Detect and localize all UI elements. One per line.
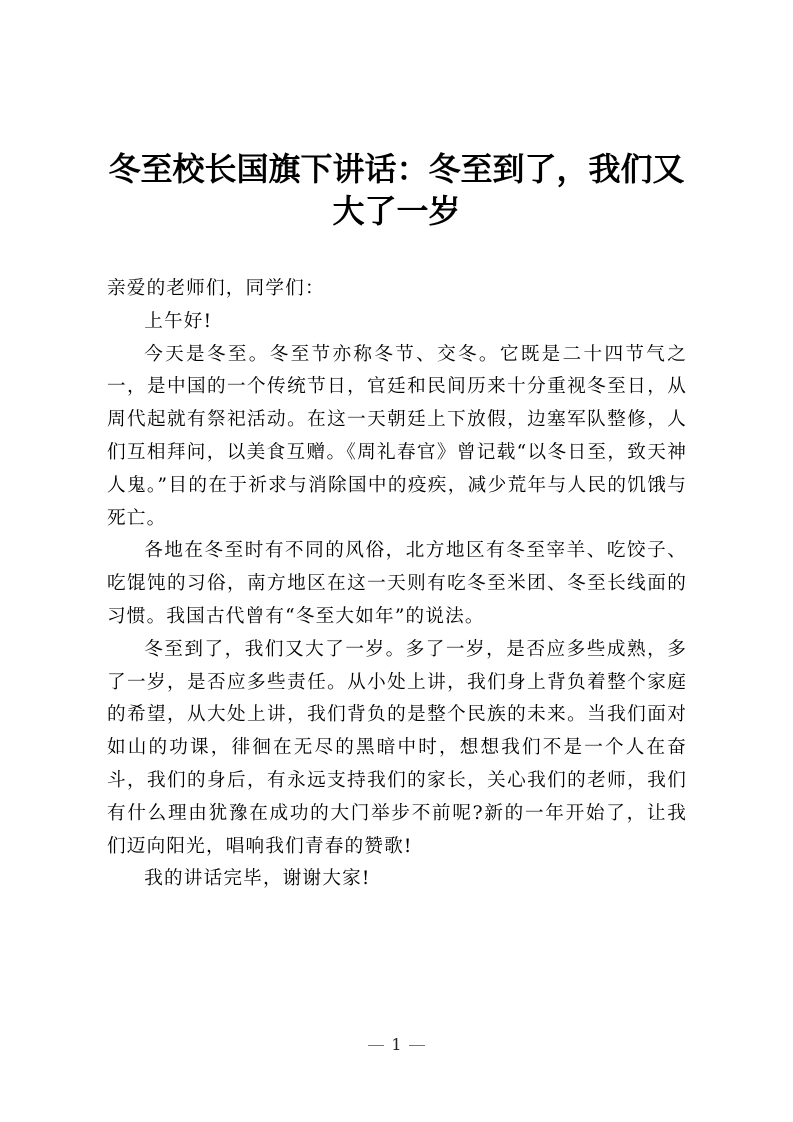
paragraph-growing-older: 冬至到了，我们又大了一岁。多了一岁，是否应多些成熟，多了一岁，是否应多些责任。从小处上讲，我们身上背负着整个家庭的希望，从大处上讲，我们背负的是整个民族的未来。当我们面对如山的功课，徘徊在无尽的黑暗中时，想想我们不是一个人在奋斗，我们的身后，有永远支持我们的家长，关心我们的老师，我们有什么理由犹豫在成功的大门举步不前呢?新的一年开始了，让我们迈向阳光，唱响我们青春的赞歌! xyxy=(107,638,687,857)
document-title xyxy=(100,148,693,232)
greeting: 上午好! xyxy=(144,310,213,332)
footer-dash-right xyxy=(409,1045,425,1046)
document-body xyxy=(107,273,687,896)
title-line-2: 大了一岁 xyxy=(332,192,461,230)
footer-dash-left xyxy=(368,1045,384,1046)
paragraph-regional-customs: 各地在冬至时有不同的风俗，北方地区有冬至宰羊、吃饺子、吃馄饨的习俗，南方地区在这一天则有吃冬至米团、冬至长线面的习惯。我国古代曾有“冬至大如年”的说法。 xyxy=(107,540,687,627)
closing-remark: 我的讲话完毕，谢谢大家! xyxy=(144,868,371,890)
page-number: 1 xyxy=(391,1035,402,1054)
paragraph-winter-solstice-history: 今天是冬至。冬至节亦称冬节、交冬。它既是二十四节气之一，是中国的一个传统节日，官廷和民间历来十分重视冬至日，从周代起就有祭祀活动。在这一天朝廷上下放假，边塞军队整修，人们互相拜问，以美食互赠。《周礼春官》曾记载“以冬日至，致天神人鬼。”目的在于祈求与消除国中的疫疾，减少荒年与人民的饥饿与死亡。 xyxy=(107,343,687,529)
salutation: 亲爱的老师们，同学们： xyxy=(107,278,325,299)
page-footer xyxy=(0,1035,793,1054)
title-line-1: 冬至校长国旗下讲话：冬至到了，我们又 xyxy=(108,150,685,188)
